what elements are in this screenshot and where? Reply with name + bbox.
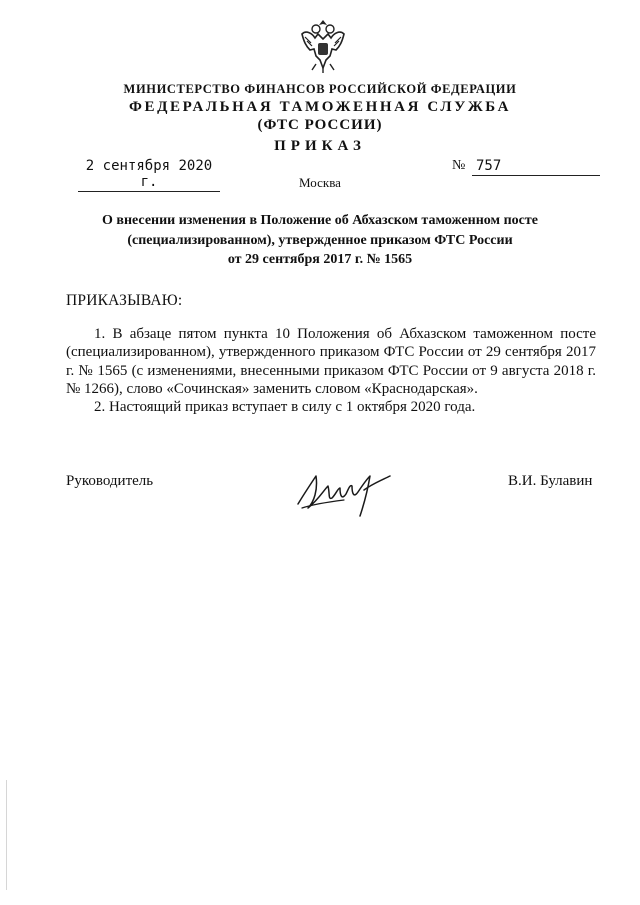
order-body: [66, 325, 596, 416]
signer-name: В.И. Булавин: [508, 473, 593, 489]
order-paragraph: 1. В абзаце пятом пункта 10 Положения об Абхазском таможенном посте (специализированном), утвержденного приказом ФТС России от 29 сентября 2017 г. № 1565 (с изменениями, внесенными приказом ФТС России от 9 августа 2018 г. № 1266), слово «Сочинская» заменить словом «Краснодарская».: [66, 326, 596, 397]
order-city: Москва: [299, 175, 341, 190]
scan-edge-line: [6, 780, 7, 890]
signer-title: Руководитель: [66, 473, 154, 489]
handwritten-signature-icon: [294, 464, 396, 520]
order-directive-word: ПРИКАЗЫВАЮ:: [66, 292, 183, 309]
order-date: 2 сентября 2020 г.: [78, 158, 220, 192]
service-name: ФЕДЕРАЛЬНАЯ ТАМОЖЕННАЯ СЛУЖБА: [128, 99, 512, 115]
service-abbreviation: (ФТС РОССИИ): [257, 117, 383, 133]
title-line: (специализированном), утвержденное приказом ФТС России: [127, 232, 513, 248]
order-number-sign: №: [452, 158, 466, 173]
document-type: ПРИКАЗ: [274, 138, 366, 154]
title-line: от 29 сентября 2017 г. № 1565: [227, 252, 413, 267]
title-line: О внесении изменения в Положение об Абхазском таможенном посте: [102, 213, 538, 228]
coat-of-arms-emblem-icon: [296, 16, 350, 74]
order-paragraph: 2. Настоящий приказ вступает в силу с 1 октября 2020 года.: [94, 399, 476, 416]
ministry-name: МИНИСТЕРСТВО ФИНАНСОВ РОССИЙСКОЙ ФЕДЕРАЦИИ: [123, 82, 517, 96]
document-title: [0, 211, 640, 270]
order-number: 757: [472, 158, 600, 176]
